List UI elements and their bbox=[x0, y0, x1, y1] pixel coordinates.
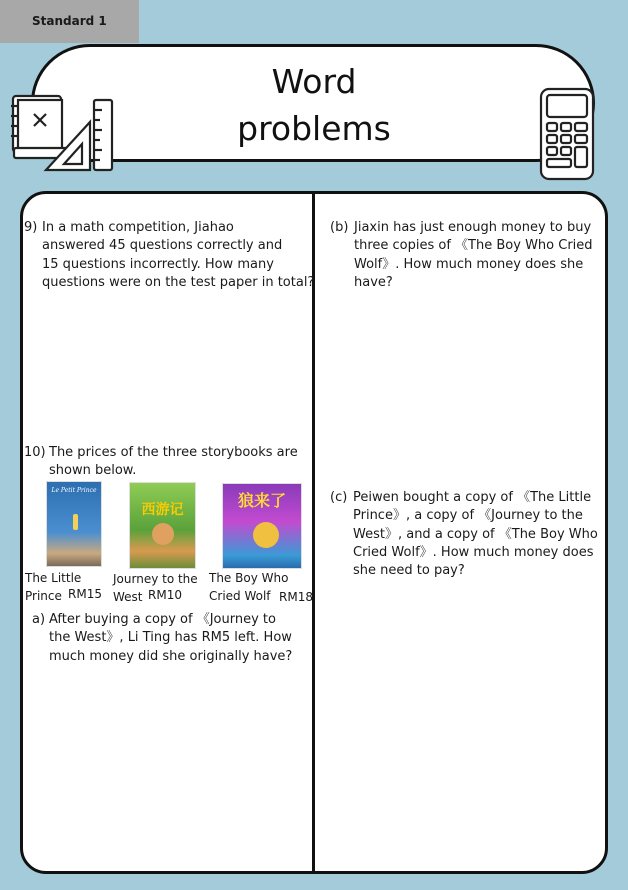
question-line: After buying a copy of 《Journey to bbox=[49, 612, 276, 627]
question-line: questions were on the test paper in total? bbox=[42, 274, 315, 290]
question-line: Peiwen bought a copy of 《The Little bbox=[353, 490, 592, 505]
book-label-boy-wolf bbox=[209, 570, 288, 605]
question-number: (b) bbox=[330, 220, 349, 235]
cover-title: 狼来了 bbox=[237, 491, 286, 510]
grade-tag: Standard 1 bbox=[0, 0, 139, 43]
column-divider bbox=[312, 192, 315, 873]
book-cover-journey-west bbox=[129, 482, 196, 569]
book-label-line: Cried Wolf bbox=[209, 588, 271, 603]
book-cover-little-prince bbox=[46, 481, 102, 567]
question-line: much money did she originally have? bbox=[49, 648, 293, 664]
title-line-1: Word bbox=[271, 62, 357, 101]
question-line: In a math competition, Jiahao bbox=[42, 220, 234, 235]
question-line: The prices of the three storybooks are bbox=[49, 445, 298, 460]
question-line: Prince》, a copy of 《Journey to the bbox=[353, 508, 583, 524]
question-line: three copies of 《The Boy Who Cried bbox=[354, 238, 593, 254]
book-label-line: The Little bbox=[25, 571, 82, 585]
book-cover-boy-wolf bbox=[222, 483, 302, 569]
question-9 bbox=[24, 219, 324, 292]
question-line: the West》, Li Ting has RM5 left. How bbox=[49, 630, 292, 646]
question-10c bbox=[330, 489, 610, 580]
question-number: (c) bbox=[330, 490, 348, 505]
title-line-2: problems bbox=[237, 109, 391, 148]
book-price: RM18 bbox=[279, 590, 313, 604]
book-label-line: Prince bbox=[25, 588, 62, 603]
question-10b bbox=[330, 219, 610, 292]
cover-title: Le Petit Prince bbox=[51, 487, 97, 494]
question-number: 10) bbox=[24, 445, 46, 460]
question-10 bbox=[24, 444, 304, 481]
question-10a bbox=[32, 611, 312, 666]
question-line: answered 45 questions correctly and bbox=[42, 238, 283, 254]
book-label-line: The Boy Who bbox=[209, 571, 289, 585]
calculator-icon bbox=[539, 87, 595, 181]
books-ruler-icon bbox=[10, 92, 114, 176]
question-line: Cried Wolf》. How much money does bbox=[353, 544, 594, 560]
book-price: RM10 bbox=[148, 588, 182, 602]
cover-title: 西游记 bbox=[141, 502, 184, 518]
book-price: RM15 bbox=[68, 587, 102, 601]
question-line: have? bbox=[354, 274, 393, 290]
question-line: West》, and a copy of 《The Boy Who bbox=[353, 526, 598, 542]
question-line: Wolf》. How much money does she bbox=[354, 256, 584, 272]
question-line: 15 questions incorrectly. How many bbox=[42, 256, 274, 272]
question-line: she need to pay? bbox=[353, 563, 465, 579]
question-line: Jiaxin has just enough money to buy bbox=[354, 220, 592, 235]
question-line: shown below. bbox=[49, 463, 137, 479]
question-number: a) bbox=[32, 612, 46, 627]
book-label-line: Journey to the bbox=[113, 572, 198, 586]
question-number: 9) bbox=[24, 220, 38, 235]
book-label-line: West bbox=[113, 589, 143, 604]
